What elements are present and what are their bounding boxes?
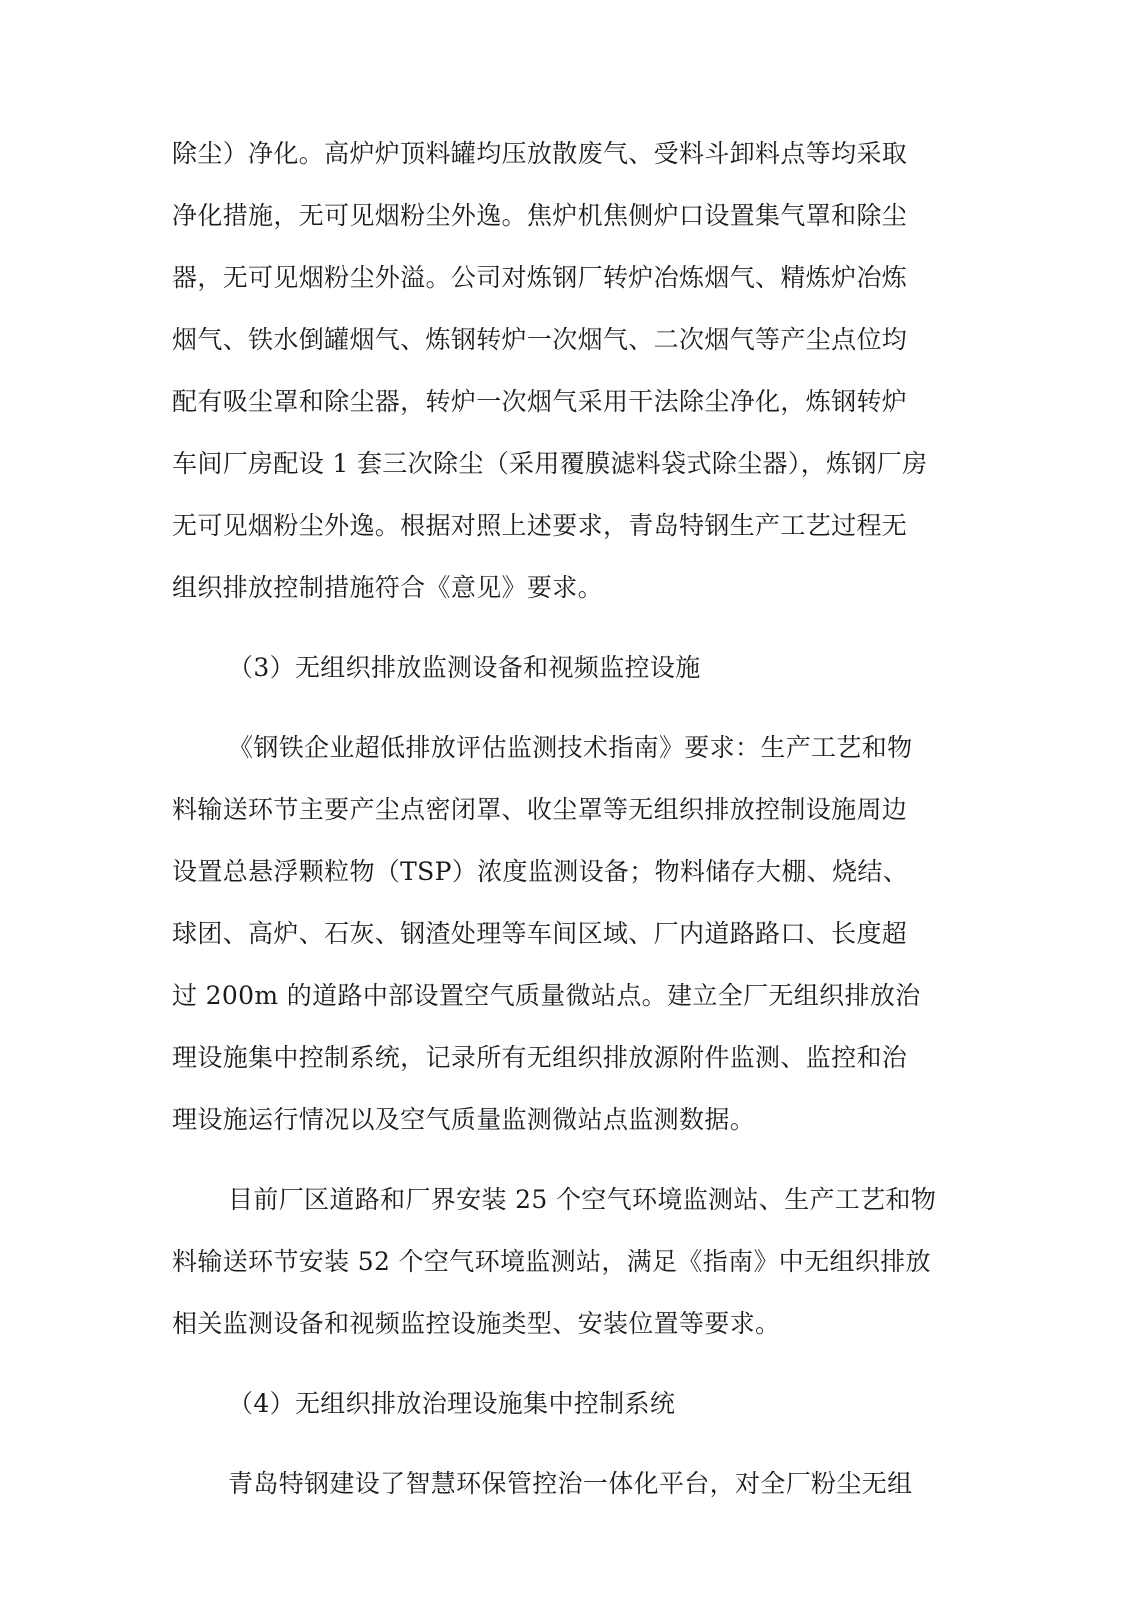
text-line: 无可见烟粉尘外逸。根据对照上述要求，青岛特钢生产工艺过程无 xyxy=(172,511,908,540)
text-line: 组织排放控制措施符合《意见》要求。 xyxy=(172,573,603,602)
text-line: 烟气、铁水倒罐烟气、炼钢转炉一次烟气、二次烟气等产尘点位均 xyxy=(172,325,908,354)
text-line: 料输送环节主要产尘点密闭罩、收尘罩等无组织排放控制设施周边 xyxy=(172,795,908,824)
text-line: 球团、高炉、石灰、钢渣处理等车间区域、厂内道路路口、长度超 xyxy=(172,919,908,948)
text-line: 过 200m 的道路中部设置空气质量微站点。建立全厂无组织排放治 xyxy=(172,981,921,1010)
text-line: 理设施运行情况以及空气质量监测微站点监测数据。 xyxy=(172,1105,756,1134)
text-line: 料输送环节安装 52 个空气环境监测站，满足《指南》中无组织排放 xyxy=(172,1247,931,1276)
text-line: 理设施集中控制系统，记录所有无组织排放源附件监测、监控和治 xyxy=(172,1043,908,1072)
paragraph-platform xyxy=(172,1467,962,1529)
text-line: 青岛特钢建设了智慧环保管控治一体化平台，对全厂粉尘无组 xyxy=(228,1469,913,1498)
text-line: 除尘）净化。高炉炉顶料罐均压放散废气、受料斗卸料点等均采取 xyxy=(172,139,908,168)
paragraph-gap xyxy=(172,713,962,731)
paragraph-gap xyxy=(172,1449,962,1467)
paragraph-guideline xyxy=(172,731,962,1165)
section-heading-4 xyxy=(172,1387,962,1449)
text-line: 车间厂房配设 1 套三次除尘（采用覆膜滤料袋式除尘器），炼钢厂房 xyxy=(172,449,928,478)
heading-line: （4）无组织排放治理设施集中控制系统 xyxy=(228,1389,676,1418)
paragraph-monitoring-stations xyxy=(172,1183,962,1369)
text-line: 相关监测设备和视频监控设施类型、安装位置等要求。 xyxy=(172,1309,781,1338)
heading-line: （3）无组织排放监测设备和视频监控设施 xyxy=(228,653,701,682)
text-line: 《钢铁企业超低排放评估监测技术指南》要求：生产工艺和物 xyxy=(228,733,913,762)
section-heading-3 xyxy=(172,651,962,713)
text-line: 目前厂区道路和厂界安装 25 个空气环境监测站、生产工艺和物 xyxy=(228,1185,937,1214)
paragraph-gap xyxy=(172,1165,962,1183)
text-line: 设置总悬浮颗粒物（TSP）浓度监测设备；物料储存大棚、烧结、 xyxy=(172,857,909,886)
paragraph-gap xyxy=(172,633,962,651)
text-line: 配有吸尘罩和除尘器，转炉一次烟气采用干法除尘净化，炼钢转炉 xyxy=(172,387,908,416)
paragraph-gap xyxy=(172,1369,962,1387)
text-line: 净化措施，无可见烟粉尘外逸。焦炉机焦侧炉口设置集气罩和除尘 xyxy=(172,201,908,230)
document-body xyxy=(172,137,962,1529)
text-line: 器，无可见烟粉尘外溢。公司对炼钢厂转炉冶炼烟气、精炼炉冶炼 xyxy=(172,263,908,292)
paragraph-continued xyxy=(172,137,962,633)
